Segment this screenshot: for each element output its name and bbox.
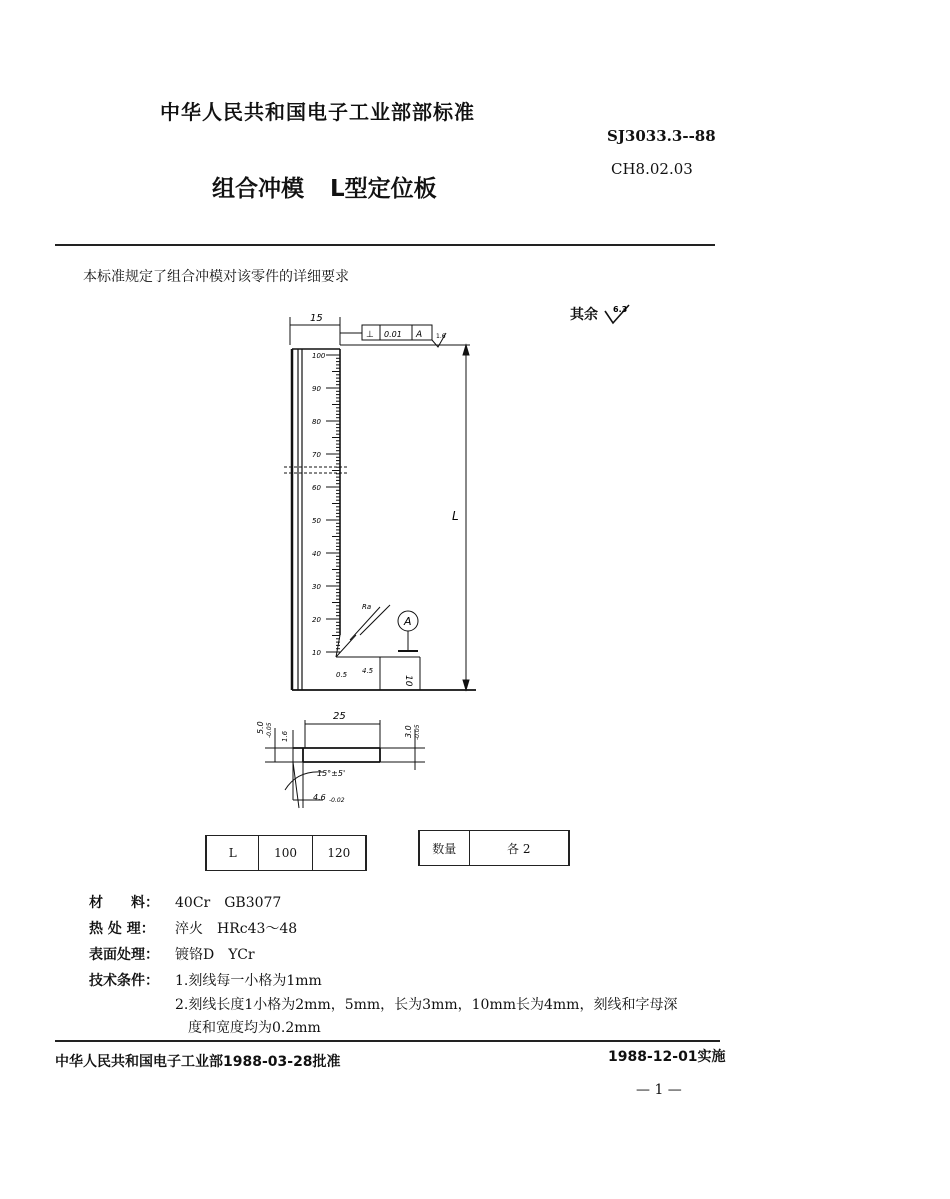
footer-rule [55,1040,720,1042]
section-dim-left-tol: -0.05 [266,722,273,738]
scale-label: 40 [312,550,321,558]
length-table-header: L [206,836,259,871]
spec-material [89,892,281,912]
section-angle: 15°±5' [317,769,346,778]
dim-length-L: L [452,509,459,523]
document-title [212,170,437,203]
spec-value: 淬火 HRc43～48 [175,921,298,937]
implementation-date: 1988-12-01实施 [608,1049,726,1065]
tolerance-symbol: ⊥ [366,330,374,340]
roughness-chamfer: Ra [362,603,372,611]
length-table-cell: 100 [259,836,312,871]
roughness-value: 6.3 [612,305,628,314]
spec-value: 40Cr GB3077 [175,895,282,911]
tolerance-value: 0.01 [384,330,402,339]
approval-note: 中华人民共和国电子工业部1988-03-28批准 [55,1054,341,1070]
spec-heat-treatment [89,918,297,938]
spec-value: 镀铬D YCr [175,947,255,963]
datum-label: A [404,615,412,628]
section-dim-left: 5.0 [256,721,265,734]
section-dim-bottom-tol: -0.02 [329,797,345,804]
section-drawing [245,700,445,820]
tolerance-roughness: 1.6 [436,333,446,340]
section-dim-25: 25 [333,711,346,722]
scale-label: 20 [312,616,321,624]
spec-label: 热 处 理： [89,921,155,937]
section-dim-right: 3.0 [404,725,413,738]
spec-label: 表面处理： [89,947,159,963]
section-roughness: 1.6 [281,730,289,742]
spec-surface-treatment [89,944,255,964]
dim-height-10: 10 [403,675,413,687]
part-drawing [240,305,500,705]
scale-label: 90 [312,385,321,393]
scale-label: 100 [312,352,326,360]
spec-label: 材 料： [89,895,159,911]
section-dim-right-tol: -0.05 [414,724,421,740]
scale-label: 70 [312,451,321,459]
page-number: — 1 — [636,1082,682,1098]
title-part-a: 组合冲模 [212,176,304,202]
spec-label: 技术条件： [89,973,159,989]
tolerance-datum: A [416,330,423,340]
dim-width-15: 15 [310,313,323,324]
spec-condition-2-cont: 度和宽度均为0.2mm [188,1020,321,1036]
scale-label: 50 [312,517,321,525]
quantity-table [418,830,570,866]
quantity-table-value: 各 2 [469,831,569,866]
header-rule [55,244,715,246]
spec-condition-2: 2.刻线长度1小格为2mm，5mm，长为3mm，10mm长为4mm，刻线和字母深 [175,997,678,1013]
scale-label: 10 [312,649,321,657]
spec-technical-conditions [89,970,322,990]
quantity-table-header: 数量 [419,831,469,866]
scale-label: 80 [312,418,321,426]
title-part-b: L型定位板 [330,176,437,202]
dim-chamfer-b: 4.5 [362,667,374,675]
spec-value: 1.刻线每一小格为1mm [175,973,322,989]
roughness-note-label: 其余 [570,307,598,323]
scale-label: 60 [312,484,321,492]
dim-chamfer-a: 0.5 [336,671,348,679]
standard-code: SJ3033.3--88 [607,127,716,145]
general-roughness-note [570,303,633,327]
roughness-symbol-icon [603,303,633,327]
length-table [205,835,367,871]
scale-label: 30 [312,583,321,591]
issuing-organization: 中华人民共和国电子工业部部标准 [160,100,475,124]
classification-code: CH8.02.03 [611,160,693,178]
section-dim-bottom: 4.6 [313,793,326,802]
intro-text: 本标准规定了组合冲模对该零件的详细要求 [83,269,349,285]
length-table-cell: 120 [312,836,366,871]
